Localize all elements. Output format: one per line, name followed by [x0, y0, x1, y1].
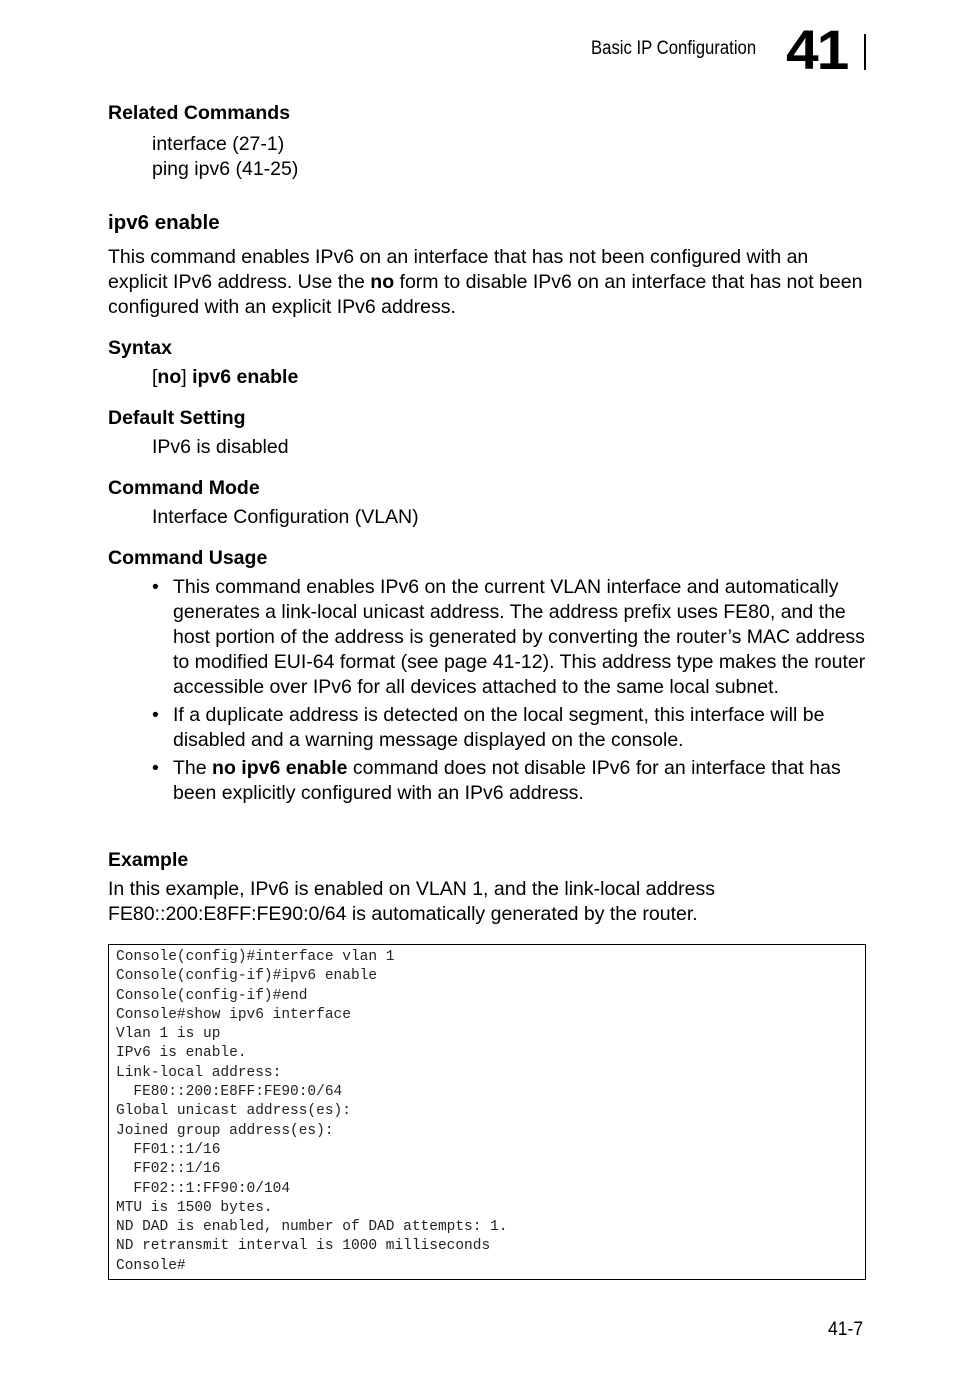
- code-line: FF01::1/16: [116, 1141, 221, 1158]
- code-line: FE80::200:E8FF:FE90:0/64: [116, 1084, 343, 1101]
- list-item: [152, 756, 868, 806]
- code-line: ND DAD is enabled, number of DAD attempts: 1.: [116, 1219, 508, 1236]
- example-heading: Example: [108, 849, 189, 871]
- code-line: FF02::1/16: [116, 1161, 221, 1178]
- chapter-divider: [864, 34, 866, 70]
- code-line: Vlan 1 is up: [116, 1026, 221, 1043]
- list-item-bold-command: no ipv6 enable: [212, 757, 348, 779]
- code-line: ND retransmit interval is 1000 milliseconds: [116, 1238, 491, 1255]
- code-line: IPv6 is enable.: [116, 1045, 247, 1062]
- command-mode-heading: Command Mode: [108, 477, 260, 499]
- description-text: form to disable IPv6 on an interface that has not been configured with an explicit IPv6 address.: [108, 271, 863, 318]
- default-setting-value: IPv6 is disabled: [152, 436, 289, 458]
- command-usage-list: [152, 575, 868, 809]
- code-line: FF02::1:FF90:0/104: [116, 1180, 291, 1197]
- code-example-box: [108, 944, 866, 1280]
- related-command-item: ping ipv6 (41-25): [152, 158, 299, 180]
- code-line: Global unicast address(es):: [116, 1103, 351, 1120]
- code-line: Console#: [116, 1257, 186, 1274]
- command-description: [108, 245, 868, 320]
- code-line: Console(config-if)#ipv6 enable: [116, 968, 378, 985]
- list-item-text: The: [173, 757, 213, 779]
- chapter-number: 41: [786, 18, 848, 81]
- code-line: Console(config-if)#end: [116, 987, 308, 1004]
- code-line: MTU is 1500 bytes.: [116, 1199, 273, 1216]
- syntax-bracket: [: [152, 366, 158, 388]
- code-line: Joined group address(es):: [116, 1122, 334, 1139]
- description-bold-keyword: no: [370, 271, 395, 293]
- default-setting-heading: Default Setting: [108, 407, 246, 429]
- syntax-heading: Syntax: [108, 337, 172, 359]
- code-line: Link-local address:: [116, 1064, 282, 1081]
- code-line: Console#show ipv6 interface: [116, 1006, 351, 1023]
- related-command-item: interface (27-1): [152, 133, 285, 155]
- syntax-line: [152, 365, 298, 390]
- list-item-text: command does not disable IPv6 for an interface that has been explicitly configured with an IPv6 address.: [173, 757, 841, 804]
- command-usage-heading: Command Usage: [108, 547, 268, 569]
- page-number: 41-7: [828, 1318, 864, 1340]
- example-description: In this example, IPv6 is enabled on VLAN 1, and the link-local address FE80::200:E8FF:FE90:0/64 is automatically generated by the router.: [108, 878, 716, 925]
- syntax-bracket: ]: [181, 366, 193, 388]
- command-title: ipv6 enable: [108, 211, 220, 234]
- list-item: • If a duplicate address is detected on the local segment, this interface will be disabled and a warning message displayed on the console.: [152, 703, 868, 753]
- command-mode-value: Interface Configuration (VLAN): [152, 506, 419, 528]
- syntax-command: ipv6 enable: [192, 366, 299, 388]
- list-item: • This command enables IPv6 on the current VLAN interface and automatically generates a link-local unicast address. The address prefix uses FE80, and the host portion of the address is generated by converting the router’s MAC address to modified EUI-64 format (see page 41-12). This address type makes the router accessible over IPv6 for all devices attached to the same local subnet.: [152, 575, 868, 700]
- syntax-optional-keyword: no: [157, 366, 182, 388]
- description-text: This command enables IPv6 on an interface that has not been configured with an explicit IPv6 address. Use the: [108, 246, 809, 293]
- running-header-title: Basic IP Configuration: [591, 38, 757, 59]
- related-commands-heading: Related Commands: [108, 102, 291, 124]
- code-line: Console(config)#interface vlan 1: [116, 949, 395, 965]
